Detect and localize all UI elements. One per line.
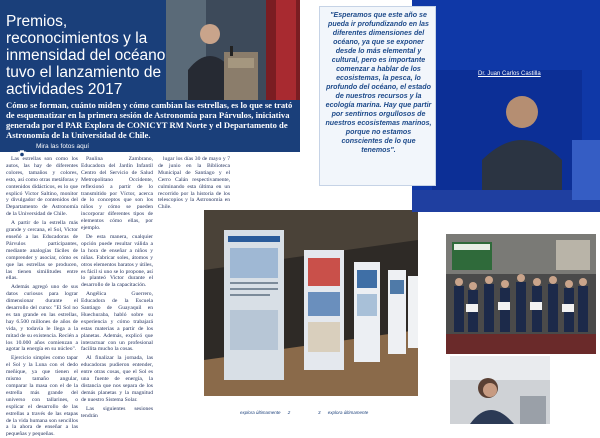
paragraph: Las siguientes sesiones tendrán xyxy=(81,405,153,419)
footer-right-label: explora últimamente xyxy=(327,410,369,415)
quote-text: "Esperamos que este año se pueda ir profundizando en las diferentes dimensiones del océano, ya que se exponer desde lo más elemental y cultural, pero es importante comenzar a hablar de los ecosistemas, la pesca, lo profundo del océano, el estado de nuestros recursos y la ecología marina. Hay que partir por sentirnos orgullosos de nuestros ecosistemas marinos, porque no estamos conscientes de lo que tenemos". xyxy=(325,11,432,154)
paragraph: Las estrellas son como los autos, las hay de diferentes colores, tamaños y colores, esto, así como otras metáforas y contenidos didácticos, es lo que explicó Victor Saltino, monitor y divulgador de contenidos del Departamento de Astronomía de la Universidad de Chile. xyxy=(6,156,78,218)
footer-right xyxy=(318,410,368,415)
paragraph: Al finalizar la jornada, las educadoras pudieron entender, entre otras cosas, que el Sol es una fuente de energía, la distancia que nos separa de los demás planetas y la magnitud de nuestro Sistema Solar. xyxy=(81,355,153,403)
article-lead: Cómo se forman, cuánto miden y cómo cambian las estrellas, es lo que se trató de esquematizar en la primera sesión de Astronomía para Párvulos, iniciativa generada por el PAR Explora de CONICYT RM Norte y el Departamento de Astronomía de la Universidad de Chile. xyxy=(6,100,293,140)
child-photo xyxy=(450,356,550,424)
article-title: Premios, reconocimientos y la inmensidad del océano tuvo el lanzamiento de actividades 2017 xyxy=(6,13,166,98)
footer-right-page: 3 xyxy=(318,410,321,415)
paragraph: De esta manera, cualquier opción puede resultar válida a la hora de enseñar a niños y niñas. Fabricar soles, átomos y otros elementos baratos y útiles, es fácil si uno se lo propone, así lo planteó Victor durante el desarrollo de la capacitación. xyxy=(81,233,153,289)
paragraph: Paulina Zambrano, Educadora del Jardín Infantil Centro del Servicio de Salud Metropolitano Occidente, reflexionó a partir de lo transmitido por Víctor, acerca de lo conceptos que son los niños y cómo se pueden incorporar diferentes tipos de elementos cómo ellas, por ejemplo. xyxy=(81,156,153,232)
paragraph: Ejercicio simples como tapar el Sol y la Luna con el dedo meñique, ya que tienen el mismo tamaño angular, comparar la masa con el de la estrella más grande del universo con tallarines, o explicar el desarrollo de las estrellas a través de las etapas de la vida humana son sencillos a la ahora de enseñar a las pequeñas y pequeñas. xyxy=(6,355,78,438)
photos-link-label[interactable]: Mira las fotos aquí xyxy=(36,143,90,150)
paragraph: Angélica Guerrero, Educadora de la Escuela Santiago de Guayaquil en Huechuraba, habló sobre su experiencia y cómo trabajará estas materias a partir de los planetas. Además, explicó que interactuar con un profesional facilita mucho la cosas. xyxy=(81,291,153,353)
speaker-photo xyxy=(166,0,300,100)
quote-box xyxy=(319,6,436,186)
speaker-caption[interactable]: Dr. Juan Carlos Castilla xyxy=(478,71,541,77)
paragraph: lugar los días 30 de mayo y 7 de junio en la Biblioteca Municipal de Santiago y el Cerro Calán respectivamente, culminando esta última en un recorrido por la historia de los telescopios y la Astronomía en Chile. xyxy=(158,156,230,211)
paragraph: Además agregó uno de sus datos curiosos para lograr dimensionar durante el desarrollo del curso: "El Sol no es tan grande en las estrellas, hay 6.500 millones de años de vida, y todavía le llega a la mitad de su existencia. Recién a los 10.000 años comienzan a agotar la energía en su núcleo". xyxy=(6,284,78,353)
footer-left-page: 2 xyxy=(287,410,291,415)
camera-icon xyxy=(17,143,27,151)
footer-left-label: explora últimamente xyxy=(240,410,281,415)
group-photo xyxy=(446,234,596,354)
exhibition-photo xyxy=(204,210,418,396)
paragraph: A partir de la estrella más grande y cercana, el Sol, Victor enseñó a las Educadoras de Párvulos participantes, mediante analogías fáciles de comprender y asociar, cómo es que las estrellas se producen, las tienen similitudes entre ellas. xyxy=(6,220,78,282)
body-column-2 xyxy=(81,156,153,422)
article-header xyxy=(0,0,300,142)
footer-left xyxy=(240,410,290,415)
body-column-1 xyxy=(6,156,78,438)
photos-link-bar[interactable] xyxy=(0,142,300,152)
body-column-3 xyxy=(158,156,230,214)
lecture-photo xyxy=(412,0,600,212)
